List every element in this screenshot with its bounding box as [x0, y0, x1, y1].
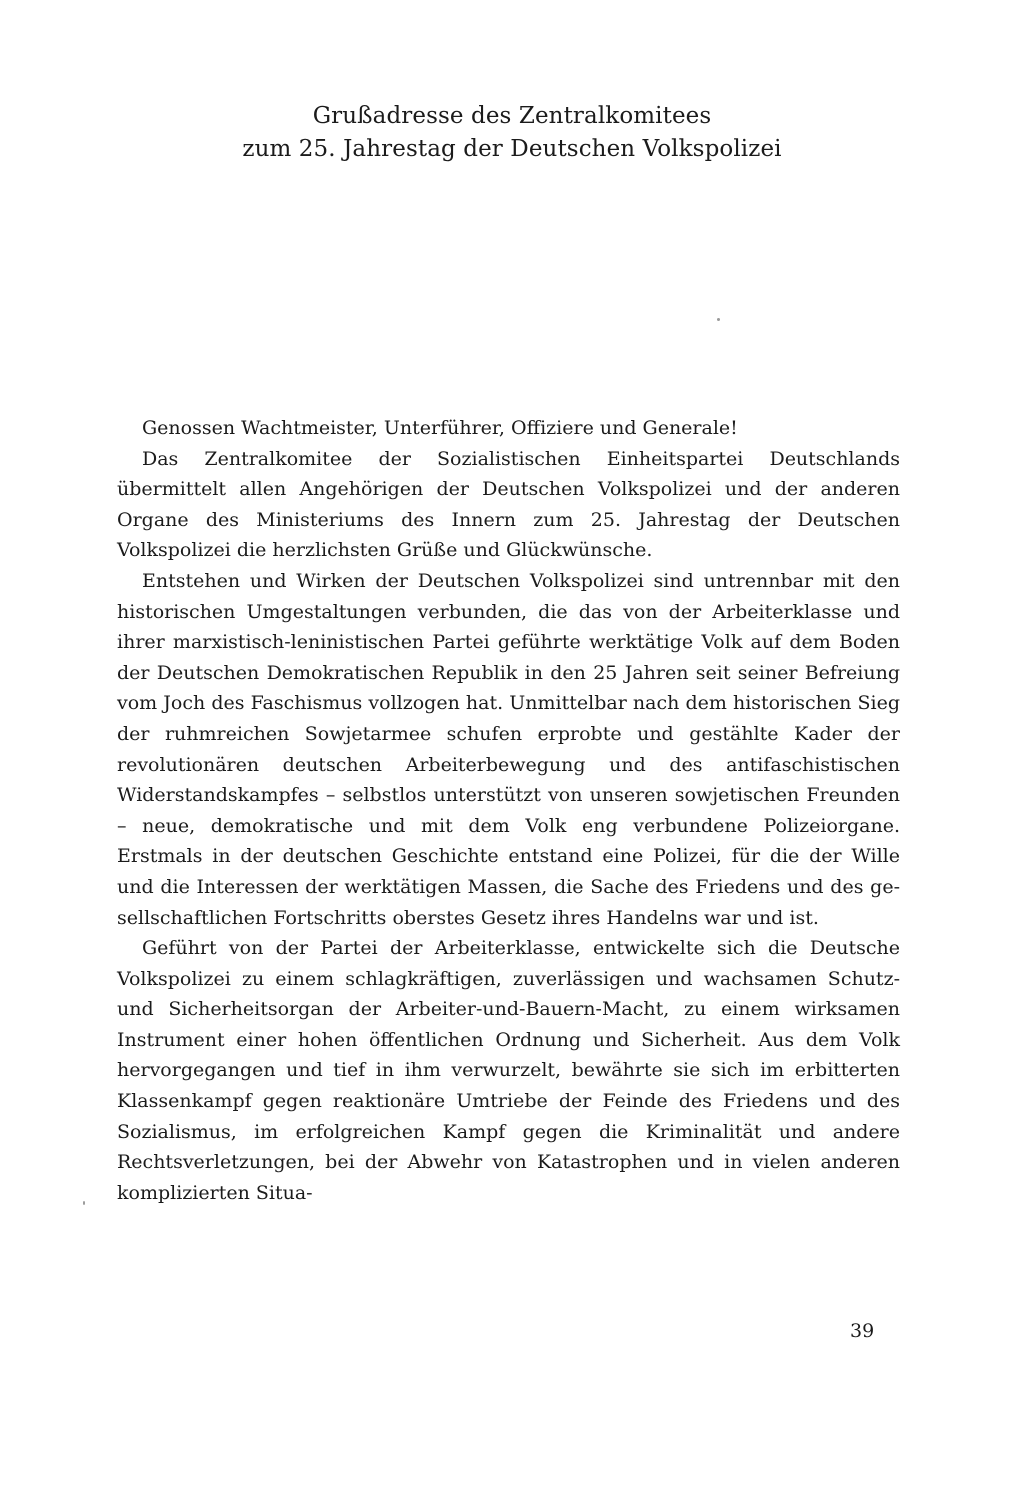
salutation-paragraph: Genossen Wachtmeister, Unterführer, Offiziere und Generale! — [142, 417, 738, 439]
paragraph-history: Entstehen und Wirken der Deutschen Volkspolizei sind untrennbar mit den historischen Umgestaltungen verbunden, die das von der Arbeiterklasse und ihrer marxistisch-leninistischen Partei geführte werktätige Volk auf dem Boden der Deutschen Demokratischen Republik in den 25 Jahren seit seiner Befreiung vom Joch des Faschismus vollzogen hat. Unmittelbar nach dem historischen Sieg der ruhmreichen Sowjetarmee schufen erprobte und gestählte Kader der revolutionären deutschen Arbeiterbewegung und des antifaschistischen Widerstandskampfes – selbstlos unterstützt von unseren sowjetischen Freunden – neue, demokratische und mit dem Volk eng verbundene Polizeiorgane. Erstmals in der deutschen Geschichte entstand eine Polizei, für die der Wille und die Interessen der werktätigen Massen, die Sache des Friedens und des gesellschaftlichen Fortschritts oberstes Gesetz ihres Handelns war und ist. — [117, 569, 900, 929]
page-number: 39 — [850, 1320, 875, 1342]
title-line-1: Grußadresse des Zentralkomitees — [312, 103, 712, 129]
title-line-2: zum 25. Jahrestag der Deutschen Volkspolizei — [242, 136, 782, 162]
paper-speck — [83, 1201, 85, 1205]
paragraph-greeting: Das Zentralkomitee der Sozialistischen Einheitspartei Deutschlands übermittelt allen Angehörigen der Deutschen Volkspolizei und der anderen Organe des Ministeriums des Innern zum 25. Jahrestag der Deutschen Volkspolizei die herzlichsten Grüße und Glückwünsche. — [117, 447, 900, 562]
paragraph-development: Geführt von der Partei der Arbeiterklasse, entwickelte sich die Deutsche Volkspolizei zu einem schlagkräftigen, zuverlässigen und wachsamen Schutz- und Sicherheitsorgan der Arbeiter-und-Bauern-Macht, zu einem wirksamen Instrument einer hohen öffentlichen Ordnung und Sicherheit. Aus dem Volk hervorgegangen und tief in ihm verwurzelt, bewährte sie sich im erbitterten Klassenkampf gegen reaktionäre Umtriebe der Feinde des Friedens und des Sozialismus, im erfolgreichen Kampf gegen die Kriminalität und andere Rechtsverletzungen, bei der Abwehr von Katastrophen und in vielen anderen komplizierten Situa- — [117, 937, 900, 1204]
body-text — [117, 413, 900, 1208]
paper-speck — [717, 318, 720, 321]
document-title — [0, 100, 1024, 166]
